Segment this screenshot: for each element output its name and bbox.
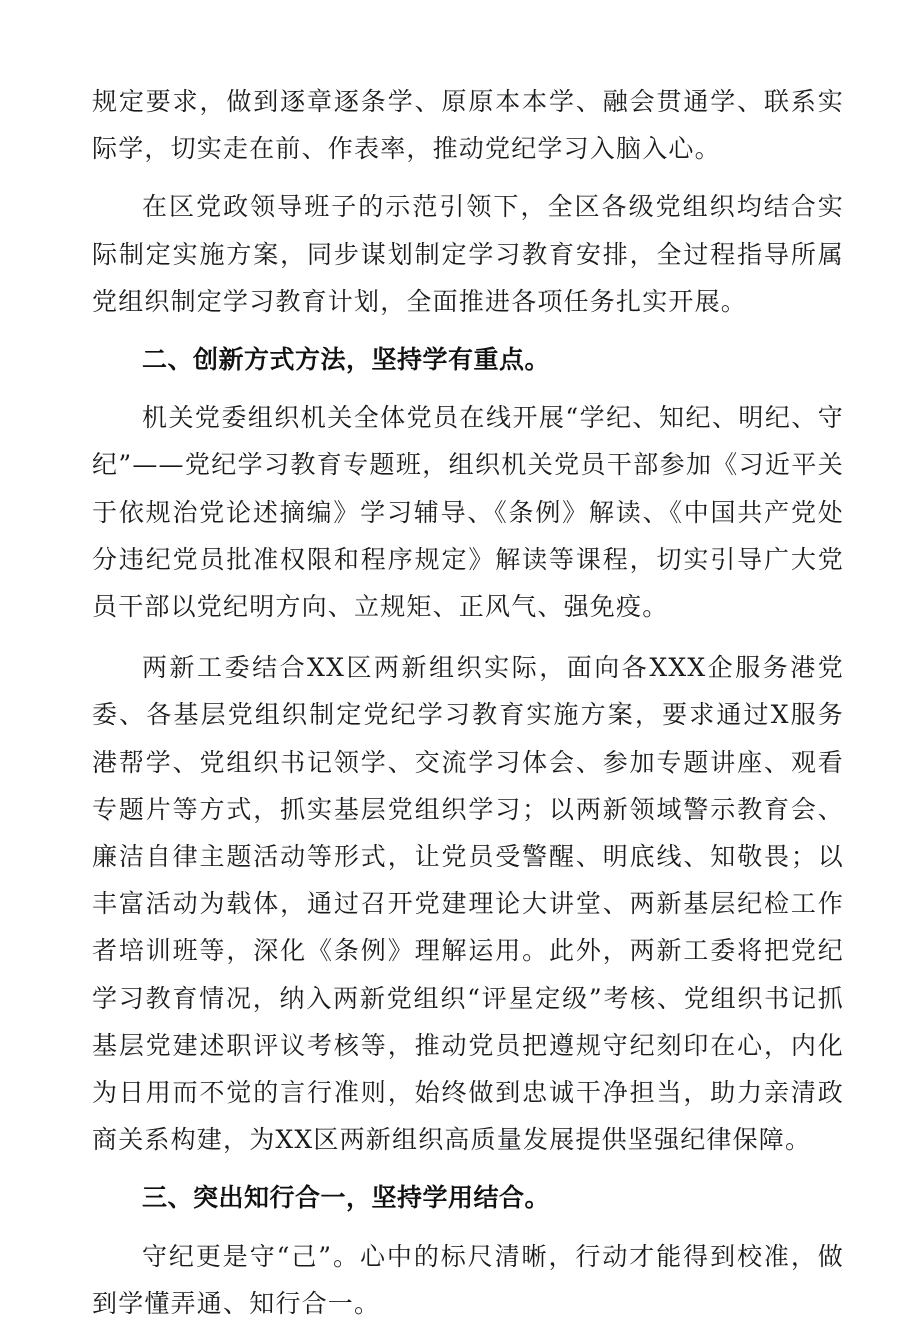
document-body	[92, 78, 844, 1327]
section-heading-innovate-methods: 二、创新方式方法，坚持学有重点。	[142, 345, 551, 375]
paragraph-gap	[92, 172, 844, 183]
paragraph-study-requirements: 规定要求，做到逐章逐条学、原原本本学、融会贯通学、联系实际学，切实走在前、作表率，推动党纪学习入脑入心。	[92, 87, 844, 164]
paragraph-gap	[92, 383, 844, 394]
paragraph-leadership-example: 在区党政领导班子的示范引领下，全区各级党组织均结合实际制定实施方案，同步谋划制定学习教育安排，全过程指导所属党组织制定学习教育计划，全面推进各项任务扎实开展。	[92, 192, 844, 316]
paragraph-gap	[92, 325, 844, 336]
section-heading-knowledge-action: 三、突出知行合一，坚持学用结合。	[142, 1183, 551, 1213]
paragraph-gap	[92, 1222, 844, 1233]
paragraph-gap	[92, 630, 844, 644]
paragraph-two-new-committee: 两新工委结合XX区两新组织实际，面向各XXX企服务港党委、各基层党组织制定党纪学习教育实施方案，要求通过X服务港帮学、党组织书记领学、交流学习体会、参加专题讲座、观看专题片等方式，抓实基层党组织学习；以两新领域警示教育会、廉洁自律主题活动等形式，让党员受警醒、明底线、知敬畏；以丰富活动为载体，通过召开党建理论大讲堂、两新基层纪检工作者培训班等，深化《条例》理解运用。此外，两新工委将把党纪学习教育情况，纳入两新党组织“评星定级”考核、党组织书记抓基层党建述职评议考核等，推动党员把遵规守纪刻印在心，内化为日用而不觉的言行准则，始终做到忠诚干净担当，助力亲清政商关系构建，为XX区两新组织高质量发展提供坚强纪律保障。	[92, 653, 844, 1155]
paragraph-discipline-self: 守纪更是守“己”。心中的标尺清晰，行动才能得到校准，做到学懂弄通、知行合一。	[92, 1241, 844, 1318]
paragraph-party-committee-class: 机关党委组织机关全体党员在线开展“学纪、知纪、明纪、守纪”——党纪学习教育专题班，组织机关党员干部参加《习近平关于依规治党论述摘编》学习辅导、《条例》解读、《中国共产党处分违纪党员批准权限和程序规定》解读等课程，切实引导广大党员干部以党纪明方向、立规矩、正风气、强免疫。	[92, 403, 844, 622]
paragraph-gap	[92, 1163, 844, 1174]
